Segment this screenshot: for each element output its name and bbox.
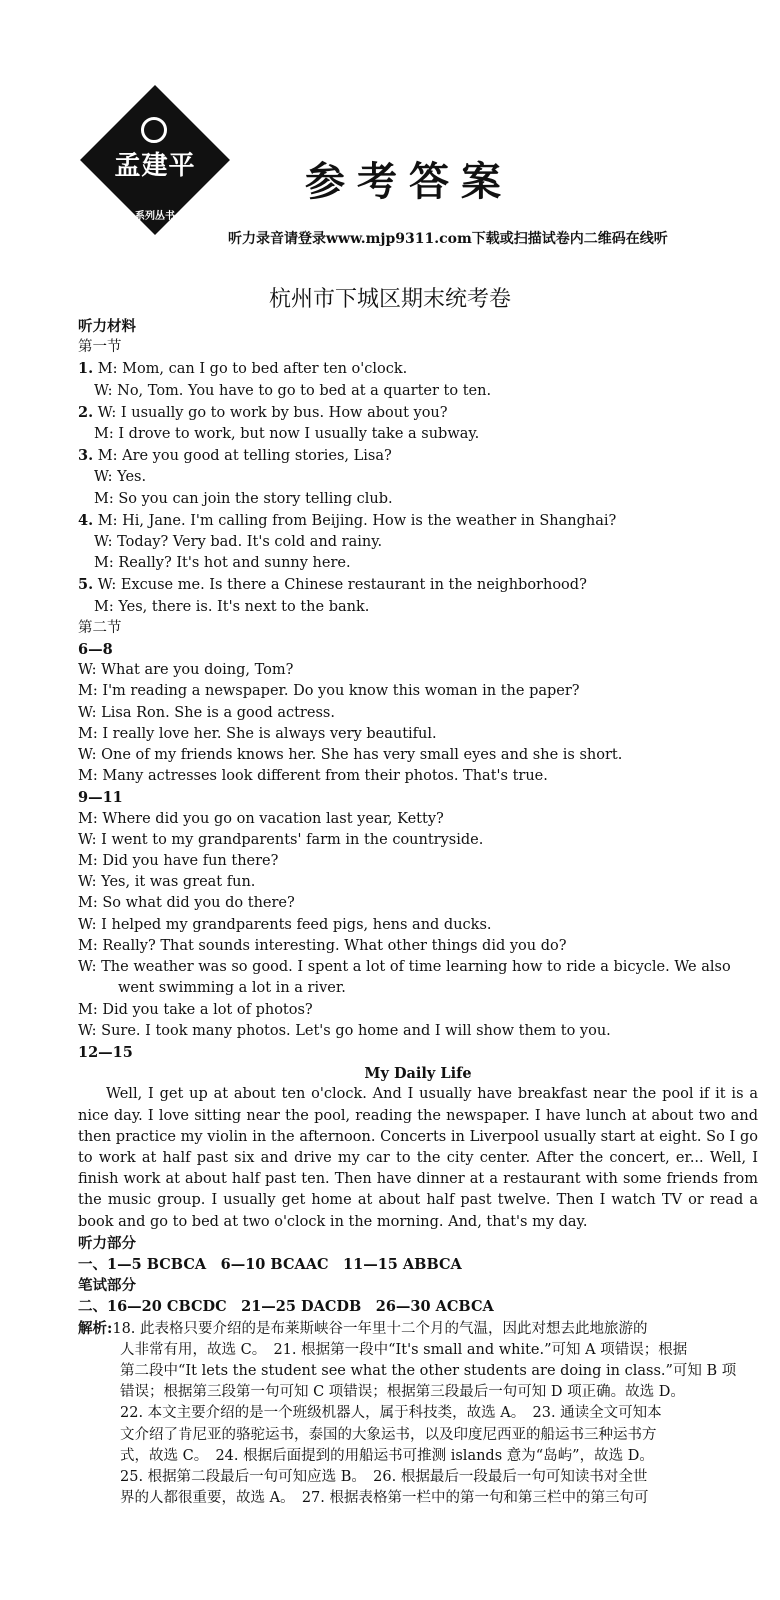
analysis-line [78,1382,758,1403]
dialog-line: W: Yes, it was great fun. [78,874,256,891]
dialog-label: 9—11 [78,789,123,807]
answer-content [78,316,758,1509]
dialog-text: M: Mom, can I go to bed after ten o'clock. [97,361,408,378]
dialog-line [78,510,758,532]
dialog-line: M: Did you have fun there? [78,853,279,870]
passage-label: 12—15 [78,1043,133,1061]
dialog-line: M: I'm reading a newspaper. Do you know this woman in the paper? [78,683,580,700]
dialog-line: M: Really? That sounds interesting. What other things did you do? [78,937,567,954]
dialog-label: 6—8 [78,641,113,659]
question-number: 3. [78,447,94,465]
dialog-line [78,553,758,574]
answers-listen-label: 听力部分 [78,1234,136,1252]
answers-written-label: 笔试部分 [78,1277,136,1295]
part-label: 第一节 [78,339,122,356]
analysis-line [78,1318,758,1340]
analysis-line [78,1403,758,1424]
exam-title: 杭州市下城区期末统考卷 [268,287,511,312]
analysis-text: 界的人都很重要，故选 A。 27. 根据表格第一栏中的第一句和第三栏中的第三句可 [120,1490,649,1507]
page-title: 参考答案 [305,159,513,205]
dialog-line [78,424,758,445]
listen-note: 听力录音请登录www.mjp9311.com下载或扫描试卷内二维码在线听 [228,231,668,247]
dialog-line: W: Lisa Ron. She is a good actress. [78,704,335,721]
dialog-line [78,381,758,402]
answers-written-line: 二、16—20 CBCDC 21—25 DACDB 26—30 ACBCA [78,1298,494,1316]
question-number: 4. [78,511,94,529]
dialog-text: M: Hi, Jane. I'm calling from Beijing. How is the weather in Shanghai? [97,512,617,529]
badge-name: 孟建平 [114,151,196,181]
analysis-line [78,1467,758,1488]
dialog-text: M: So you can join the story telling club. [94,490,393,507]
analysis-label: 解析: [78,1319,113,1337]
dialog-line: M: I really love her. She is always very beautiful. [78,725,437,742]
analysis-line [78,1340,758,1361]
dialog-line: M: Did you take a lot of photos? [78,1001,313,1018]
emblem-circle-icon [141,117,167,143]
question-number: 2. [78,403,94,421]
dialog-line: went swimming a lot in a river. [118,980,346,997]
analysis-text: 22. 本文主要介绍的是一个班级机器人，属于科技类，故选 A。 23. 通读全文可知本 [120,1405,662,1422]
dialog-text: M: I drove to work, but now I usually take a subway. [94,426,480,443]
question-number: 5. [78,576,94,594]
section-label: 听力材料 [78,318,136,335]
dialog-line: W: The weather was so good. I spent a lot of time learning how to ride a bicycle. We also [78,959,731,976]
dialog-line [78,467,758,488]
dialog-line [78,597,758,618]
analysis-text: 第二段中“It lets the student see what the other students are doing in class.”可知 B 项 [120,1362,737,1379]
dialog-9-11 [78,809,758,1042]
dialog-line [78,489,758,510]
answers-listen-line: 一、1—5 BCBCA 6—10 BCAAC 11—15 ABBCA [78,1255,462,1273]
analysis-line [78,1488,758,1509]
dialog-text: W: Yes. [94,469,147,486]
dialog-line: W: I helped my grandparents feed pigs, hens and ducks. [78,916,492,933]
part-label: 第二节 [78,619,122,636]
badge-series: 系列丛书 [135,211,175,222]
passage-title: My Daily Life [364,1065,472,1083]
part1-dialogs [78,358,758,617]
dialog-line [78,445,758,467]
dialog-text: M: Yes, there is. It's next to the bank. [94,598,370,615]
analysis-text: 人非常有用，故选 C。 21. 根据第一段中“It's small and white.”可知 A 项错误；根据 [120,1341,688,1358]
dialog-line: M: So what did you do there? [78,895,295,912]
dialog-text: M: Are you good at telling stories, Lisa? [97,448,392,465]
dialog-text: W: I usually go to work by bus. How about you? [97,404,448,421]
question-number: 1. [78,360,94,378]
analysis-line [78,1446,758,1467]
analysis-line [78,1425,758,1446]
dialog-line: M: Many actresses look different from their photos. That's true. [78,768,548,785]
dialog-text: W: Today? Very bad. It's cold and rainy. [94,534,383,551]
dialog-line [78,532,758,553]
dialog-line: W: Sure. I took many photos. Let's go home and I will show them to you. [78,1022,611,1039]
series-logo-badge [80,85,230,235]
analysis-text: 式，故选 C。 24. 根据后面提到的用船运书可推测 islands 意为“岛屿”，故选 D。 [120,1447,654,1464]
analysis-text: 18. 此表格只要介绍的是布莱斯峡谷一年里十二个月的气温，因此对想去此地旅游的 [112,1320,648,1337]
dialog-line: W: I went to my grandparents' farm in the countryside. [78,831,484,848]
dialog-line: W: What are you doing, Tom? [78,662,294,679]
dialog-line [78,358,758,380]
analysis-text: 25. 根据第二段最后一句可知应选 B。 26. 根据最后一段最后一句可知读书对全世 [120,1468,648,1485]
dialog-text: M: Really? It's hot and sunny here. [94,555,351,572]
dialog-text: W: Excuse me. Is there a Chinese restaurant in the neighborhood? [97,577,587,594]
analysis-text: 文介绍了肯尼亚的骆驼运书，泰国的大象运书，以及印度尼西亚的船运书三种运书方 [120,1426,657,1443]
dialog-line [78,574,758,596]
dialog-line: W: One of my friends knows her. She has very small eyes and she is short. [78,747,623,764]
dialog-line [78,402,758,424]
analysis-line [78,1361,758,1382]
analysis-text: 错误；根据第三段第一句可知 C 项错误；根据第三段最后一句可知 D 项正确。故选 D。 [120,1384,685,1401]
passage-text: Well, I get up at about ten o'clock. And I usually have breakfast near the pool if it is a nice day. I love sitting near the pool, reading the newspaper. I have lunch at about two and then practice my violin in the afternoon. Concerts in Liverpool usually start at eight. So I go to work at half past six and drive my car to the city center. After the concert, er... Well, I finish work at about half past ten. Then have dinner at a restaurant with some friends from the music group. I usually get home at about half past twelve. Then I watch TV or read a book and go to bed at two o'clock in the morning. And, that's my day. [78,1086,758,1230]
dialog-line: M: Where did you go on vacation last year, Ketty? [78,810,444,827]
dialog-text: W: No, Tom. You have to go to bed at a quarter to ten. [94,382,492,399]
dialog-6-8 [78,660,758,787]
analysis-block [78,1318,758,1510]
